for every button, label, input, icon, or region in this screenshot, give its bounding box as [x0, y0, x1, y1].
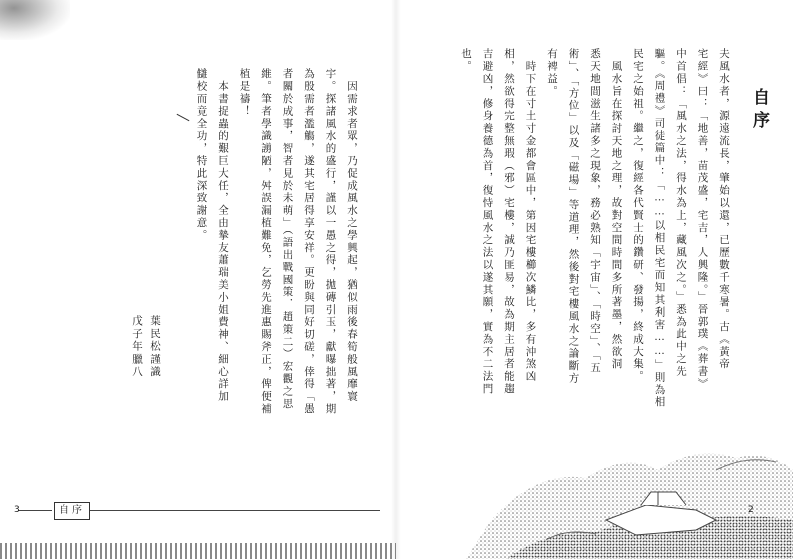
page-number-left: 3: [14, 505, 20, 515]
author-signature: 葉民松謹識: [149, 315, 161, 379]
text-column: 因需求者眾，乃促成風水之學興起，猶似雨後春筍般風靡寰: [346, 68, 358, 403]
text-column: 術」、「方位」以及「磁場」等道理，然後對宅樓風水之論斷方: [567, 48, 580, 385]
text-column: 驅。《周禮》司徒篇中：「……以相民宅而知其利害……」則為相: [653, 48, 666, 409]
text-column: 植是禱！: [238, 68, 251, 118]
text-column: 本書捉蟲的艱巨大任，全由摯友蕭瑞美小姐費神、細心詳加: [217, 68, 229, 403]
scan-shadow-top: [0, 0, 70, 40]
text-column: 宇。探諸風水的盛行，謹以一愚之得，拋磚引玉，獻曝拙著，期: [324, 68, 337, 416]
text-column: 民宅之始祖。繼之，復經各代賢士的鑽研、發揚，終成大集。: [632, 48, 644, 383]
text-column: 者關於成事，智者見於未萌」（語出戰國策．趙策二）宏觀之思: [281, 68, 294, 410]
pen-mark: [177, 114, 190, 121]
text-column: 中首倡：「風水之法，得水為上，藏風次之。」悉為此中之先: [675, 48, 687, 378]
text-column: 為殷需者濫觴，遂其宅居得享安祥。更盼與同好切磋，倖得「愚: [303, 68, 315, 416]
footer-section-label: 自序: [54, 502, 90, 520]
text-column: 夫風水者，源遠流長，肇始以還，已歷數千寒暑。古《黃帝: [718, 48, 730, 371]
text-column: 也。: [460, 48, 472, 73]
right-page: [396, 0, 793, 559]
text-column: 悉天地間滋生諸多之現象，務必熟知「宇宙」、「時空」、「五: [589, 48, 601, 375]
text-column: 宅經》曰：「地善，苗茂盛，宅吉，人興隆。」晉郭璞《葬書》: [696, 48, 709, 390]
page-title: 自序: [749, 88, 769, 134]
text-column: 時下在寸土寸金都會區中，第因宅樓櫛次鱗比，多有沖煞凶: [524, 48, 537, 383]
ink-landscape-illustration: [396, 0, 793, 559]
page-number-right: 2: [748, 505, 754, 515]
text-column: 風水旨在探討天地之理，故對空間時間多所著墨，然欲洞: [610, 48, 623, 371]
text-column: 有裨益。: [546, 48, 558, 98]
footer-rule-right: [90, 510, 380, 511]
text-column: 讎校而竟全功，特此深致謝意。: [195, 68, 208, 242]
scan-shadow-bottom: [0, 543, 396, 559]
text-column: 吉避凶，修身養德為首，復恃風水之法以遂其願，實為不二法門: [481, 48, 494, 396]
text-column: 相，然欲得完整無瑕（邪）宅樓，誠乃匪易，故為期主居者能趨: [503, 48, 515, 396]
text-column: 維。筆者學識謭陋，舛誤漏植難免，乞勞先進惠賜斧正，俾便補: [260, 68, 272, 416]
preface-date: 戊子年臘八: [131, 315, 143, 379]
left-page: [0, 0, 396, 559]
footer-rule-left: [18, 510, 52, 511]
